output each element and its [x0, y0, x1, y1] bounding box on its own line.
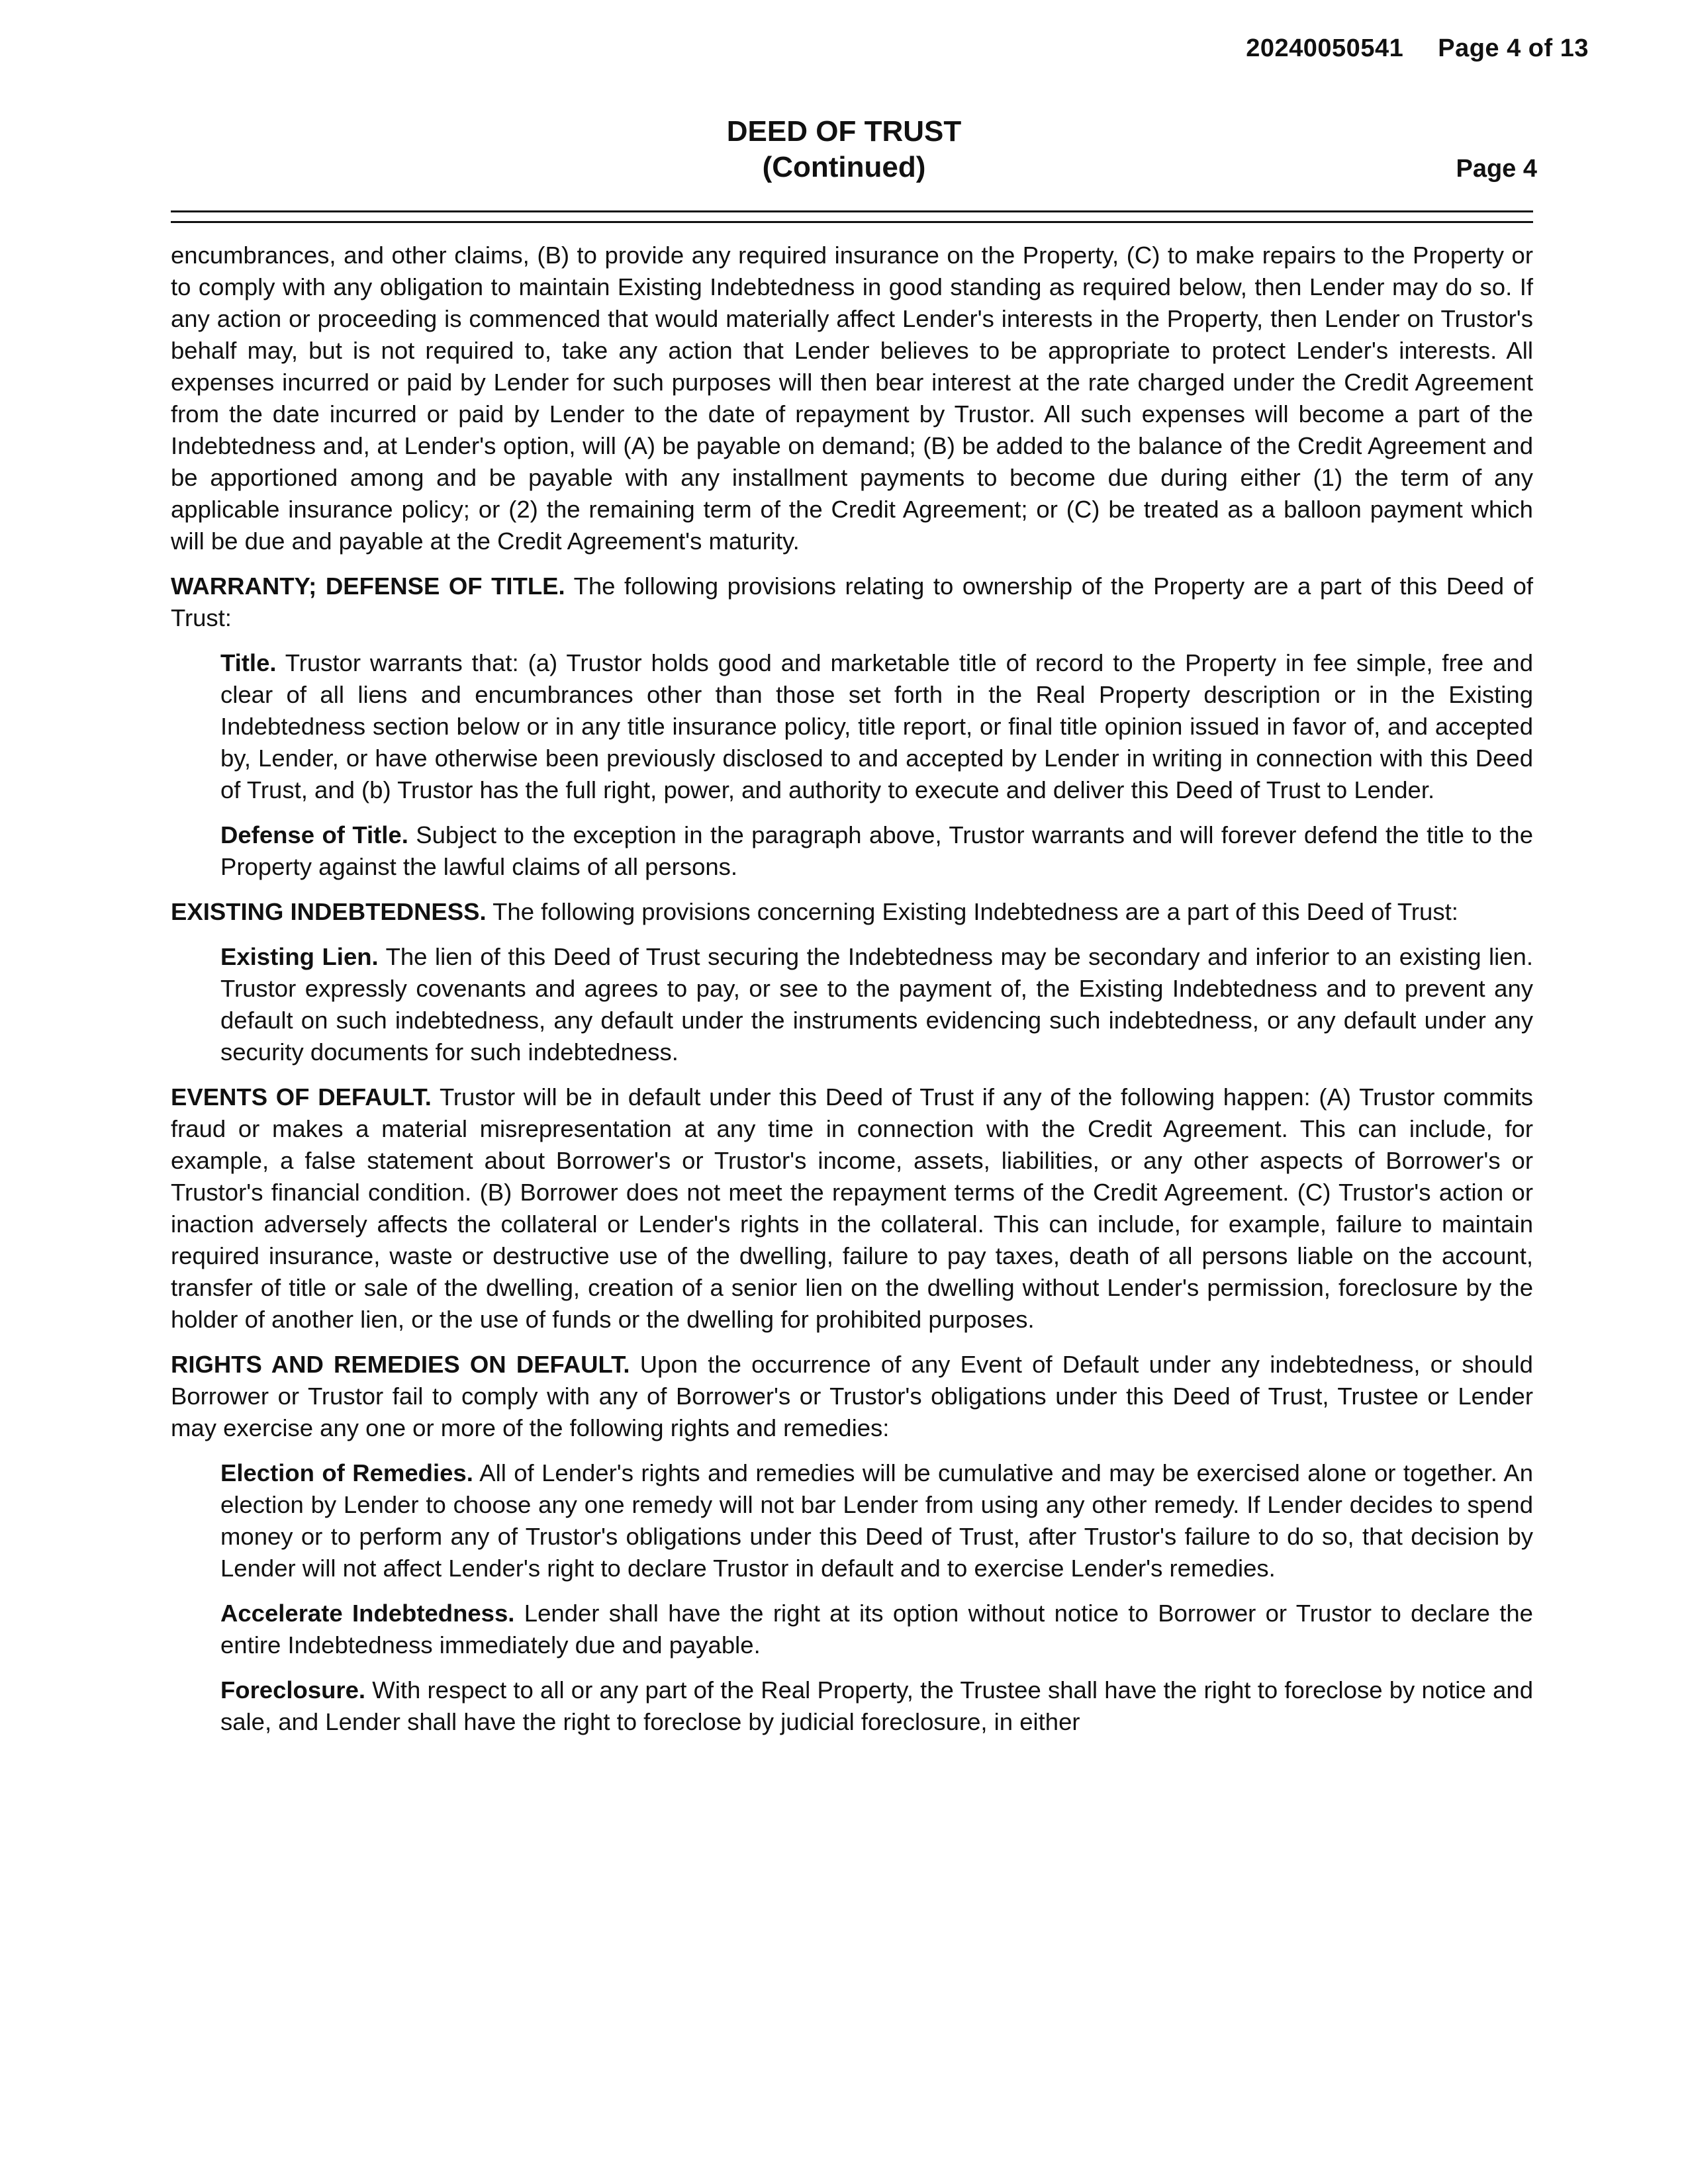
section-warranty: [171, 570, 1533, 634]
subsection-election-of-remedies: [220, 1457, 1533, 1584]
section-heading: WARRANTY; DEFENSE OF TITLE.: [171, 572, 565, 600]
section-text: The following provisions concerning Existing Indebtedness are a part of this Deed of Trust:: [492, 898, 1458, 925]
document-number: 20240050541: [1246, 34, 1404, 62]
recording-header: [1246, 34, 1589, 63]
subsection-heading: Foreclosure.: [220, 1676, 366, 1704]
subsection-heading: Election of Remedies.: [220, 1459, 473, 1486]
document-body: [171, 240, 1533, 1751]
subsection-text: With respect to all or any part of the Real Property, the Trustee shall have the right to foreclose by notice and sale, and Lender shall have the right to foreclose by judicial foreclosure, in either: [220, 1676, 1533, 1735]
section-text: Trustor will be in default under this Deed of Trust if any of the following happen: (A) Trustor commits fraud or makes a material misrepresentation at any time in connection with the Credit Agreement. This can include, for example, a false statement about Borrower's or Trustor's income, assets, liabilities, or any other aspects of Borrower's or Trustor's financial condition. (B) Borrower does not meet the repayment terms of the Credit Agreement. (C) Trustor's action or inaction adversely affects the collateral or Lender's rights in the collateral. This can include, for example, failure to maintain required insurance, waste or destructive use of the dwelling, failure to pay taxes, death of all persons liable on the account, transfer of title or sale of the dwelling, creation of a senior lien on the dwelling without Lender's permission, foreclosure by the holder of another lien, or the use of funds or the dwelling for prohibited purposes.: [171, 1083, 1533, 1333]
section-heading: RIGHTS AND REMEDIES ON DEFAULT.: [171, 1351, 630, 1378]
section-existing-indebtedness: [171, 896, 1533, 928]
section-heading: EVENTS OF DEFAULT.: [171, 1083, 432, 1111]
document-title: DEED OF TRUST: [726, 115, 962, 148]
document-subtitle: (Continued): [762, 151, 926, 183]
page-count: Page 4 of 13: [1438, 34, 1589, 62]
subsection-text: Lender shall have the right at its option without notice to Borrower or Trustor to declare the entire Indebtedness immediately due and payable.: [220, 1600, 1533, 1659]
subsection-text: Trustor warrants that: (a) Trustor holds good and marketable title of record to the Property in fee simple, free and clear of all liens and encumbrances other than those set forth in the Real Property description or in the Existing Indebtedness section below or in any title insurance policy, title report, or final title opinion issued in favor of, and accepted by, Lender, or have otherwise been previously disclosed to and accepted by Lender in writing in connection with this Deed of Trust, and (b) Trustor has the full right, power, and authority to execute and deliver this Deed of Trust to Lender.: [220, 649, 1533, 803]
section-heading: EXISTING INDEBTEDNESS.: [171, 898, 487, 925]
paragraph-intro: [171, 240, 1533, 557]
subsection-accelerate-indebtedness: [220, 1598, 1533, 1661]
section-rights-and-remedies: [171, 1349, 1533, 1444]
page-label: Page 4: [1456, 155, 1537, 183]
document-title-block: [0, 114, 1688, 185]
section-events-of-default: [171, 1081, 1533, 1336]
subsection-text: Subject to the exception in the paragraph above, Trustor warrants and will forever defend the title to the Property against the lawful claims of all persons.: [220, 821, 1533, 880]
subsection-heading: Defense of Title.: [220, 821, 408, 848]
subsection-text: The lien of this Deed of Trust securing the Indebtedness may be secondary and inferior to an existing lien. Trustor expressly covenants and agrees to pay, or see to the payment of, the Existing Indebtedness and to prevent any default on such indebtedness, any default under the instruments evidencing such indebtedness, or any default under any security documents for such indebtedness.: [220, 943, 1533, 1066]
subsection-heading: Title.: [220, 649, 277, 676]
subsection-heading: Accelerate Indebtedness.: [220, 1600, 515, 1627]
header-rule-top: [171, 210, 1533, 212]
subsection-text: All of Lender's rights and remedies will be cumulative and may be exercised alone or together. An election by Lender to choose any one remedy will not bar Lender from using any other remedy. If Lender decides to spend money or to perform any of Trustor's obligations under this Deed of Trust, after Trustor's failure to do so, that decision by Lender will not affect Lender's right to declare Trustor in default and to exercise Lender's remedies.: [220, 1459, 1533, 1582]
subsection-foreclosure: [220, 1674, 1533, 1738]
section-text: Upon the occurrence of any Event of Default under any indebtedness, or should Borrower or Trustor fail to comply with any of Borrower's or Trustor's obligations under this Deed of Trust, Trustee or Lender may exercise any one or more of the following rights and remedies:: [171, 1351, 1533, 1441]
subsection-heading: Existing Lien.: [220, 943, 379, 970]
subsection-defense-of-title: [220, 819, 1533, 883]
section-text: The following provisions relating to ownership of the Property are a part of this Deed of Trust:: [171, 572, 1534, 631]
subsection-existing-lien: [220, 941, 1533, 1068]
header-rule-bottom: [171, 221, 1533, 223]
subsection-title: [220, 647, 1533, 806]
paragraph-text: encumbrances, and other claims, (B) to provide any required insurance on the Property, (C) to make repairs to the Property or to comply with any obligation to maintain Existing Indebtedness in good standing as required below, then Lender may do so. If any action or proceeding is commenced that would materially affect Lender's interests in the Property, then Lender on Trustor's behalf may, but is not required to, take any action that Lender believes to be appropriate to protect Lender's interests. All expenses incurred or paid by Lender for such purposes will then bear interest at the rate charged under the Credit Agreement from the date incurred or paid by Lender to the date of repayment by Trustor. All such expenses will become a part of the Indebtedness and, at Lender's option, will (A) be payable on demand; (B) be added to the balance of the Credit Agreement and be apportioned among and be payable with any installment payments to become due during either (1) the term of any applicable insurance policy; or (2) the remaining term of the Credit Agreement; or (C) be treated as a balloon payment which will be due and payable at the Credit Agreement's maturity.: [171, 242, 1533, 555]
